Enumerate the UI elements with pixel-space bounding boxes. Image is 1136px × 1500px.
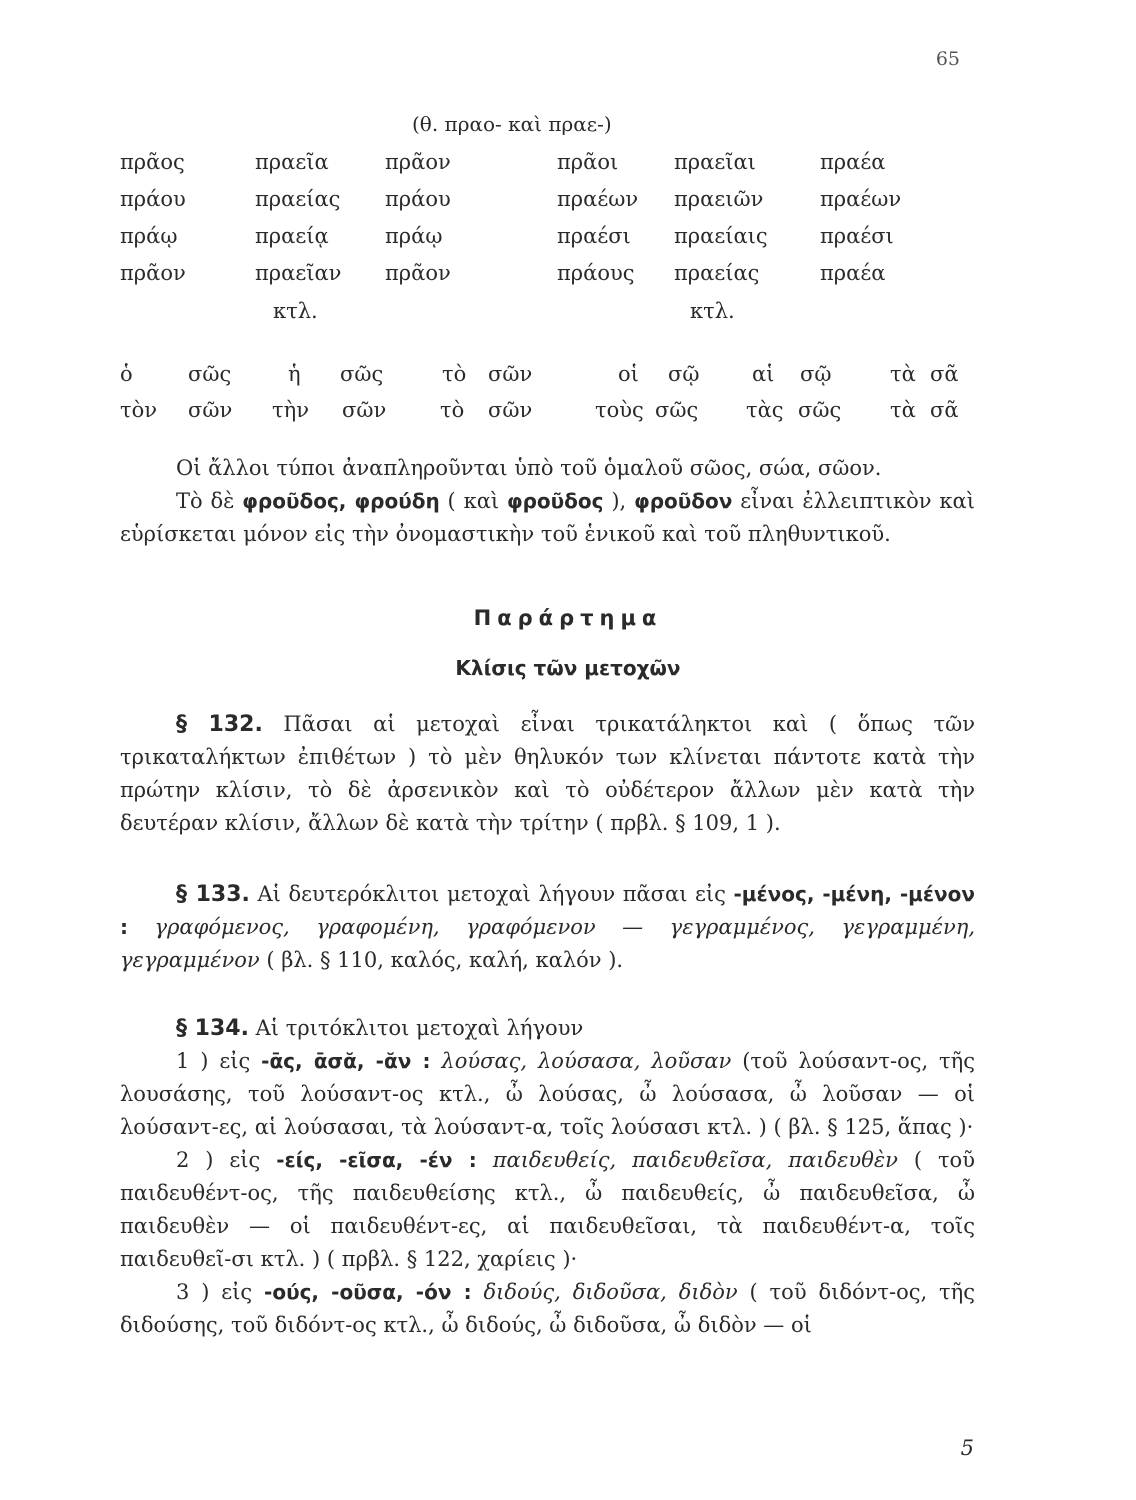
table-cell: τὰ <box>890 362 916 386</box>
table-cell: σῷ <box>668 362 700 386</box>
table-cell: ἡ <box>288 362 301 386</box>
section-133 <box>120 878 975 977</box>
italic-examples: διδούς, διδοῦσα, διδὸν <box>483 1280 738 1304</box>
list-item <box>120 1144 975 1276</box>
bold-endings: -μένος, -μένη, -μένον : <box>120 882 975 939</box>
table-cell: ὁ <box>120 362 133 386</box>
table-cell: σῶν <box>488 398 533 422</box>
table-cell: πραείας <box>255 187 341 211</box>
table-cell: πρᾶον <box>385 150 451 174</box>
item-label: 3 ) εἰς <box>176 1280 253 1304</box>
item-rest: ( τοῦ παιδευθέντ-ος, τῆς παιδευθείσης κτλ., ὦ παιδευθείς, ὦ παιδευθεῖσα, ὦ παιδευθὲν — οἱ παιδευθέντ-ες, αἱ παιδευθεῖσαι, τὰ παιδευθέντ-α, τοῖς παιδευθεῖ-σι κτλ. ) ( πρβλ. § 122, χαρίεις )· <box>120 1148 975 1271</box>
table-cell: σῶς <box>655 398 699 422</box>
table-cell: τὰς <box>746 398 784 422</box>
table-cell: πραέσι <box>820 224 894 248</box>
section-text: Αἱ δευτερόκλιτοι μετοχαὶ λήγουν πᾶσαι εἰς <box>257 882 726 906</box>
italic-examples: γραφόμενος, γραφομένη, γραφόμενον — γεγραμμένος, γεγραμμένη, γεγραμμένον <box>120 915 975 972</box>
table-cell: πραεῖα <box>255 150 329 174</box>
section-134 <box>120 1012 975 1342</box>
table-cell: πράῳ <box>120 224 178 248</box>
item-label: 1 ) εἰς <box>176 1049 251 1073</box>
table-cell: πραέων <box>557 187 639 211</box>
italic-examples: παιδευθείς, παιδευθεῖσα, παιδευθὲν <box>492 1148 898 1172</box>
text-run: ( καὶ <box>447 489 500 513</box>
table-cell: πράου <box>385 187 451 211</box>
table-cell: πραεῖαν <box>255 261 342 285</box>
text-run: ), <box>611 489 627 513</box>
table-cell: σᾶ <box>930 362 959 386</box>
table-cell: τὴν <box>272 398 309 422</box>
table-cell: τὸ <box>442 362 467 386</box>
section-number: § 133. <box>176 882 250 907</box>
item-rest: (τοῦ λούσαντ-ος, τῆς λουσάσης, τοῦ λούσαντ-ος κτλ., ὦ λούσας, ὦ λούσασα, ὦ λοῦσαν — οἱ λούσαντ-ες, αἱ λούσασαι, τὰ λούσαντ-α, τοῖς λούσασι κτλ. ) ( βλ. § 125, ἅπας )· <box>120 1049 976 1139</box>
table-cell: πρᾶος <box>120 150 185 174</box>
bold-endings: -ούς, -οῦσα, -όν : <box>264 1280 472 1304</box>
text-run: Τὸ δὲ <box>176 489 235 513</box>
table-cell: σᾶ <box>930 398 959 422</box>
table-cell: τὸ <box>440 398 465 422</box>
bold-term: φροῦδον <box>634 489 733 513</box>
table-cell: πραέα <box>820 150 886 174</box>
paragraph-line: Οἱ ἄλλοι τύποι ἀναπληροῦνται ὑπὸ τοῦ ὁμαλοῦ σῶος, σώα, σῶον. <box>176 456 882 480</box>
table-cell: πραειῶν <box>674 187 764 211</box>
table-cell: οἱ <box>618 362 639 386</box>
etc-label: κτλ. <box>273 299 318 323</box>
bold-term: φροῦδος <box>506 489 604 513</box>
table-cell: πραέων <box>820 187 902 211</box>
paragraph-frouthos <box>120 485 975 551</box>
table-cell: σῶς <box>340 362 384 386</box>
reference: ( βλ. § 110, καλός, καλή, καλόν ). <box>266 948 624 972</box>
appendix-title: Παράρτημα <box>473 606 663 630</box>
table-cell: σῷ <box>800 362 832 386</box>
italic-examples: λούσας, λούσασα, λοῦσαν <box>441 1049 732 1073</box>
table-cell: πραείαις <box>674 224 768 248</box>
table-cell: αἱ <box>752 362 775 386</box>
table-cell: σῶν <box>342 398 387 422</box>
table-cell: πραεῖαι <box>674 150 756 174</box>
section-text: Πᾶσαι αἱ μετοχαὶ εἶναι τρικατάληκτοι καὶ ( ὅπως τῶν τρικαταλήκτων ἐπιθέτων ) τὸ μὲν θηλυκόν των κλίνεται πάντοτε κατὰ τὴν πρώτην κλίσιν, τὸ δὲ ἀρσενικὸν καὶ τὸ οὐδέτερον ἄλλων μὲν κατὰ τὴν δευτέραν κλίσιν, ἄλλων δὲ κατὰ τὴν τρίτην ( πρβλ. § 109, 1 ). <box>120 712 975 835</box>
section-theta-heading: (θ. πραο- καὶ πραε-) <box>412 112 612 136</box>
table-cell: πραείᾳ <box>255 224 329 248</box>
table-cell: πραέσι <box>557 224 631 248</box>
list-item <box>120 1045 975 1144</box>
section-number: § 132. <box>176 712 263 737</box>
section-number: § 134. <box>176 1016 249 1041</box>
section-132 <box>120 708 975 840</box>
paragraph-other-forms <box>120 452 975 551</box>
sos-declension-table <box>120 362 980 432</box>
table-cell: σῶν <box>488 362 533 386</box>
table-cell: πράου <box>120 187 186 211</box>
table-cell: σῶν <box>188 398 233 422</box>
page-number: 65 <box>935 48 960 70</box>
praos-declension-table <box>120 150 940 330</box>
item-label: 2 ) εἰς <box>176 1148 261 1172</box>
table-cell: τοὺς <box>595 398 644 422</box>
table-cell: πράῳ <box>385 224 443 248</box>
text-run: εἶναι ἐλλειπτικὸν καὶ εὑρίσκεται μόνον εἰς τὴν ὀνομαστικὴν τοῦ ἑνικοῦ καὶ τοῦ πληθυντικοῦ. <box>120 489 975 546</box>
table-cell: σῶς <box>798 398 842 422</box>
table-cell: σῶς <box>188 362 232 386</box>
table-cell: πραείας <box>674 261 760 285</box>
table-cell: πρᾶον <box>385 261 451 285</box>
table-cell: πρᾶοι <box>557 150 619 174</box>
bold-term: φροῦδος, φρούδη <box>242 489 440 513</box>
table-cell: πράους <box>557 261 635 285</box>
table-cell: τὰ <box>890 398 916 422</box>
appendix-subtitle: Κλίσις τῶν μετοχῶν <box>455 656 681 680</box>
bold-endings: -ᾱς, ᾱσᾰ, -ᾰν : <box>261 1049 431 1073</box>
bold-endings: -είς, -εῖσα, -έν : <box>276 1148 477 1172</box>
signature-mark: 5 <box>960 1436 974 1460</box>
table-cell: πρᾶον <box>120 261 186 285</box>
section-text: Αἱ τριτόκλιτοι μετοχαὶ λήγουν <box>255 1016 584 1040</box>
table-cell: τὸν <box>120 398 158 422</box>
table-cell: πραέα <box>820 261 886 285</box>
etc-label: κτλ. <box>690 299 735 323</box>
item-rest: ( τοῦ διδόντ-ος, τῆς διδούσης, τοῦ διδόντ-ος κτλ., ὦ διδούς, ὦ διδοῦσα, ὦ διδὸν — οἱ <box>120 1280 975 1337</box>
list-item <box>120 1276 975 1342</box>
